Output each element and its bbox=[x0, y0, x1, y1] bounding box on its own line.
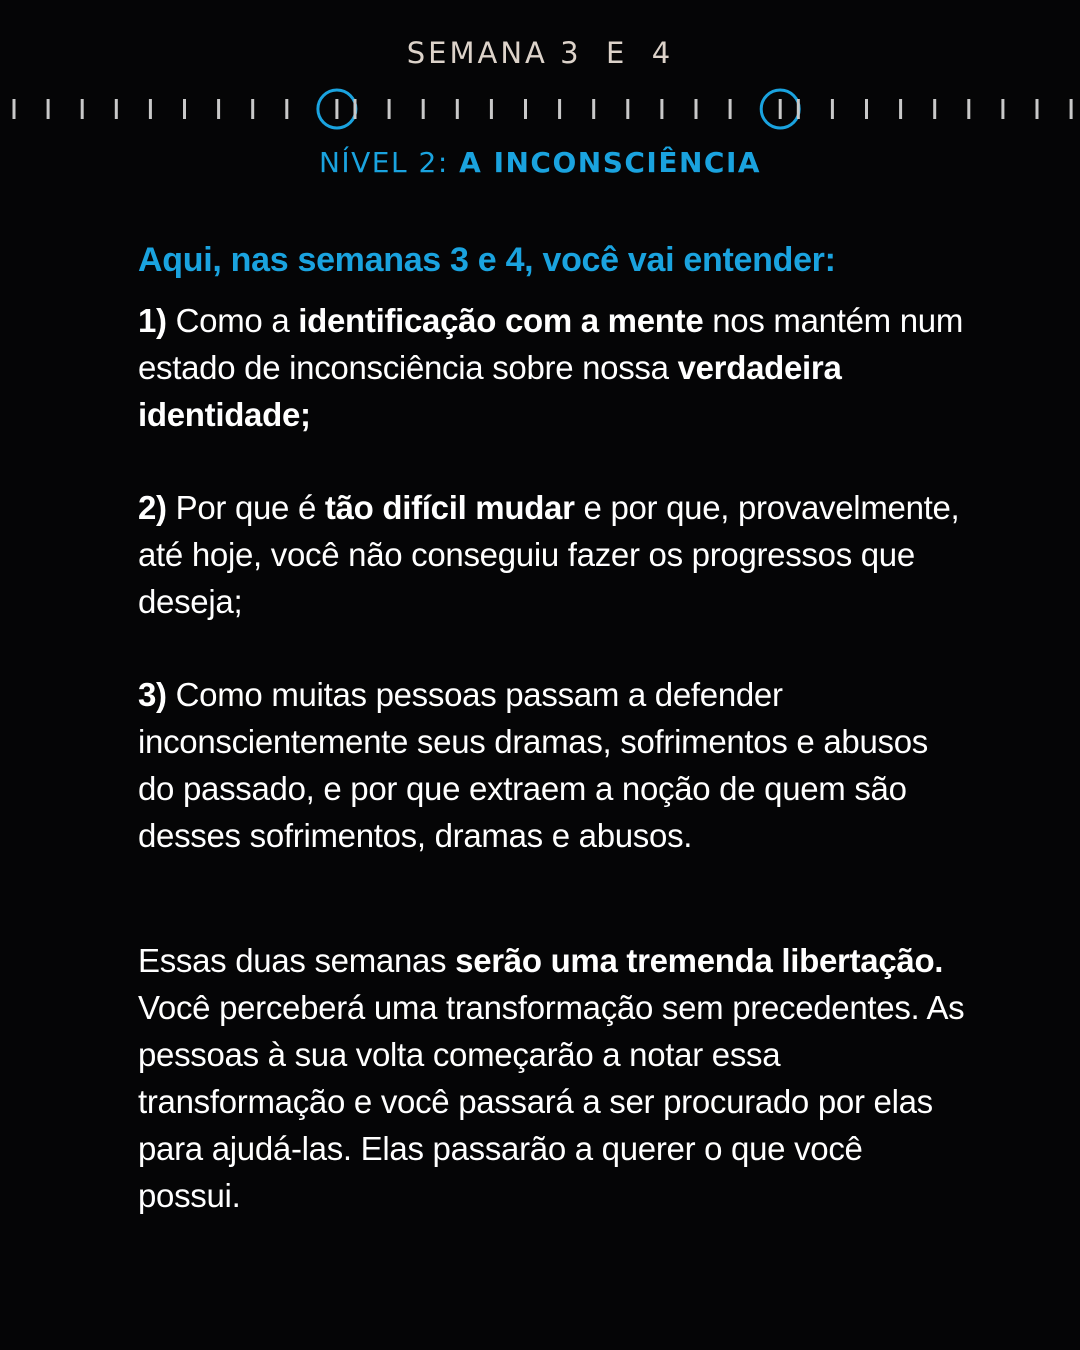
item-text: Por que é bbox=[166, 489, 325, 526]
intro-heading: Aqui, nas semanas 3 e 4, você vai entender: bbox=[138, 241, 836, 279]
closing-text: Essas duas semanas bbox=[138, 942, 456, 979]
week-title bbox=[0, 36, 1080, 70]
closing-highlight: serão uma tremenda libertação. bbox=[455, 942, 944, 979]
item-text: nos mantém num estado de inconsciência sobre nossa bbox=[138, 302, 964, 386]
list-item bbox=[138, 671, 968, 859]
closing-text: Você perceberá uma transformação sem precedentes. As pessoas à sua volta começarão a notar essa transformação e você passará a ser procurado por elas para ajudá-las. Elas passarão a querer o que você possui. bbox=[138, 989, 965, 1214]
content bbox=[138, 236, 968, 1219]
item-highlight: identificação com a mente bbox=[298, 302, 704, 339]
timeline-ruler bbox=[0, 86, 1080, 132]
list-item bbox=[138, 484, 968, 625]
week-word: SEMANA bbox=[406, 36, 548, 70]
week-numbers: 3 E 4 bbox=[560, 36, 674, 70]
item-number: 3) bbox=[138, 676, 167, 713]
item-number: 2) bbox=[138, 489, 167, 526]
item-text: Como a bbox=[166, 302, 299, 339]
level-title bbox=[0, 146, 1080, 179]
item-number: 1) bbox=[138, 302, 167, 339]
item-highlight: tão difícil mudar bbox=[324, 489, 575, 526]
item-highlight: verdadeira identidade; bbox=[138, 349, 842, 433]
item-text: Como muitas pessoas passam a defender inconscientemente seus dramas, sofrimentos e abusos do passado, e por que extraem a noção de quem são desses sofrimentos, dramas e abusos. bbox=[138, 676, 928, 854]
item-text: e por que, provavelmente, até hoje, você não conseguiu fazer os progressos que deseja; bbox=[138, 489, 960, 620]
level-name: A INCONSCIÊNCIA bbox=[459, 146, 762, 179]
level-label: NÍVEL 2: bbox=[318, 146, 449, 179]
closing-paragraph bbox=[138, 937, 968, 1219]
list-item bbox=[138, 297, 968, 438]
